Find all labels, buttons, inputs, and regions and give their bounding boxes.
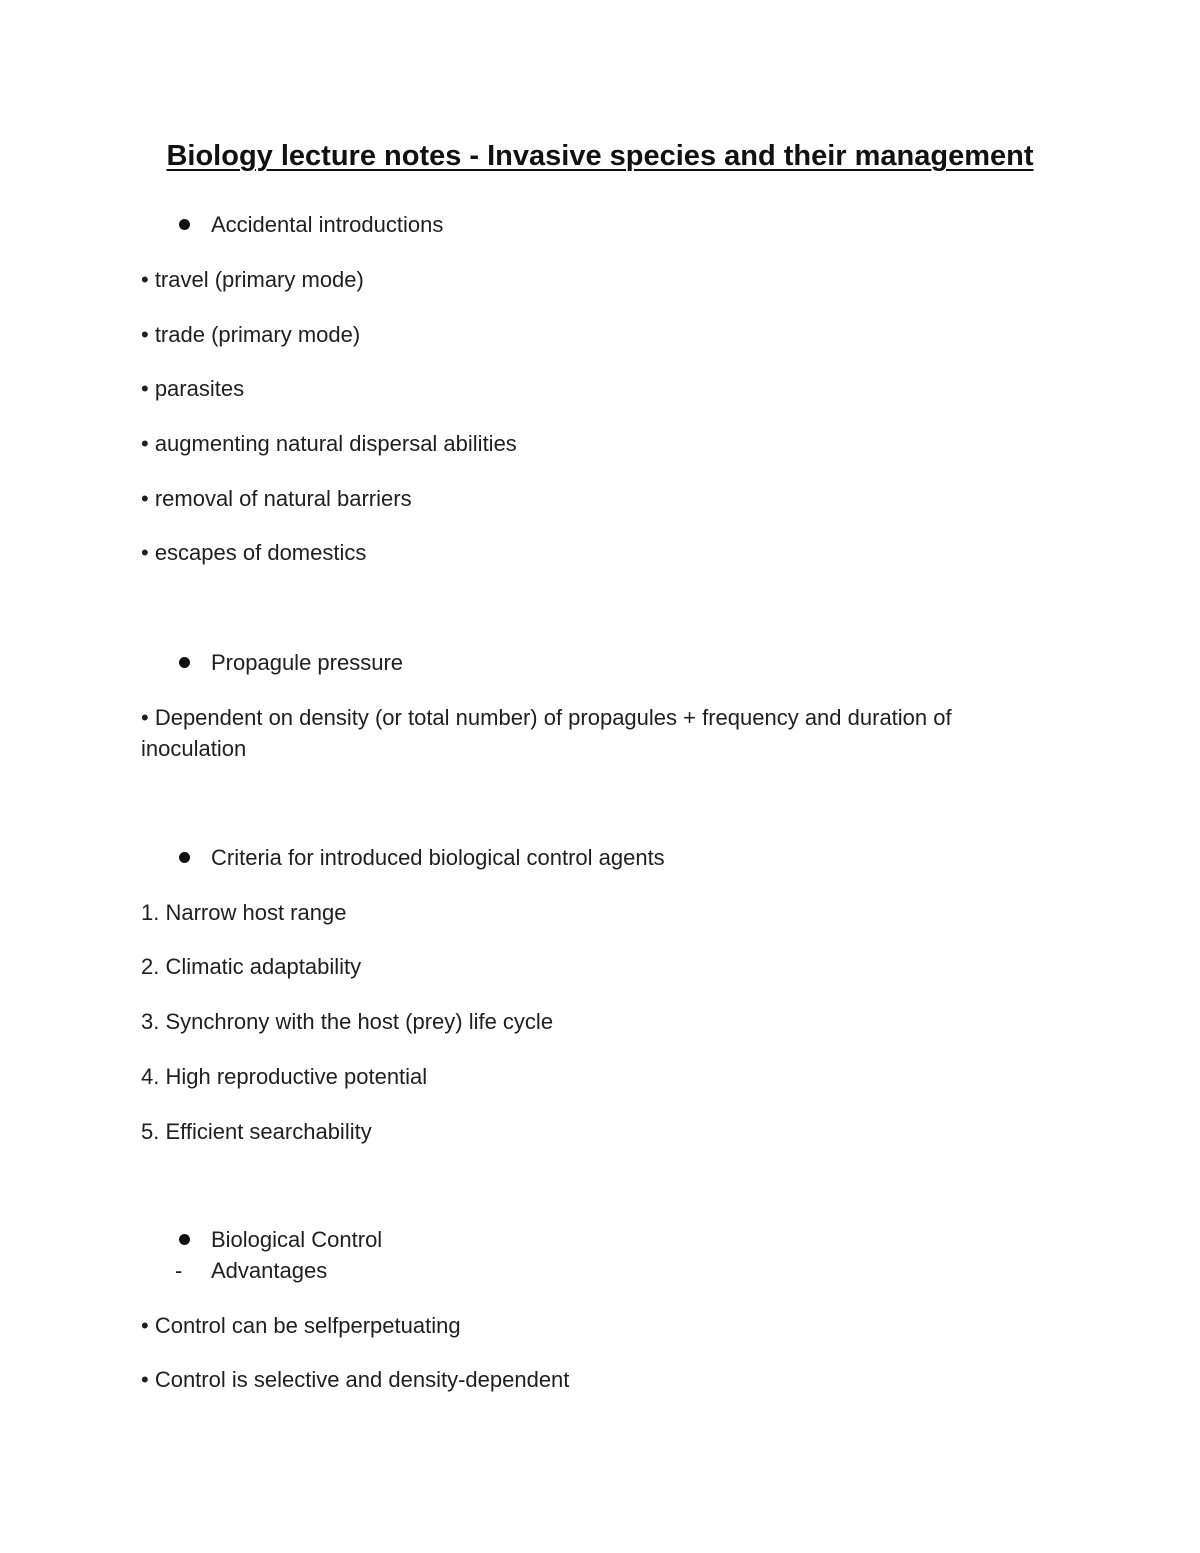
list-item: • Dependent on density (or total number) of propagules + frequency and duration of inoculation (141, 705, 952, 761)
bullet-dot-icon (179, 219, 190, 230)
page-title: Biology lecture notes - Invasive species and their management (166, 140, 1034, 172)
section-heading-label: Criteria for introduced biological control agents (211, 845, 665, 870)
section-heading-label: Biological Control (211, 1227, 383, 1252)
list-item: • parasites (141, 376, 245, 401)
list-item: • Control can be selfperpetuating (141, 1313, 461, 1338)
numbered-item: 2. Climatic adaptability (141, 954, 362, 979)
section-heading-label: Accidental introductions (211, 212, 444, 237)
section-heading-criteria (175, 842, 665, 873)
section-heading-propagule-pressure (175, 647, 403, 678)
numbered-item: 4. High reproductive potential (141, 1064, 428, 1089)
section-heading-label: Propagule pressure (211, 650, 404, 675)
subheading-label: Advantages (211, 1258, 328, 1283)
numbered-item: 5. Efficient searchability (141, 1119, 372, 1144)
list-item: • Control is selective and density-dependent (141, 1367, 570, 1392)
bullet-dot-icon (179, 1234, 190, 1245)
list-item: • removal of natural barriers (141, 486, 412, 511)
numbered-item: 1. Narrow host range (141, 900, 347, 925)
bullet-dot-icon (179, 852, 190, 863)
bullet-dot-icon (179, 657, 190, 668)
subheading-advantages (175, 1255, 327, 1286)
list-item: • travel (primary mode) (141, 267, 364, 292)
list-item: • trade (primary mode) (141, 322, 361, 347)
section-heading-biological-control (175, 1224, 382, 1255)
numbered-item: 3. Synchrony with the host (prey) life cycle (141, 1009, 554, 1034)
dash-marker: - (175, 1258, 183, 1283)
list-item: • augmenting natural dispersal abilities (141, 431, 517, 456)
list-item: • escapes of domestics (141, 540, 367, 565)
section-heading-accidental-introductions (175, 209, 443, 240)
